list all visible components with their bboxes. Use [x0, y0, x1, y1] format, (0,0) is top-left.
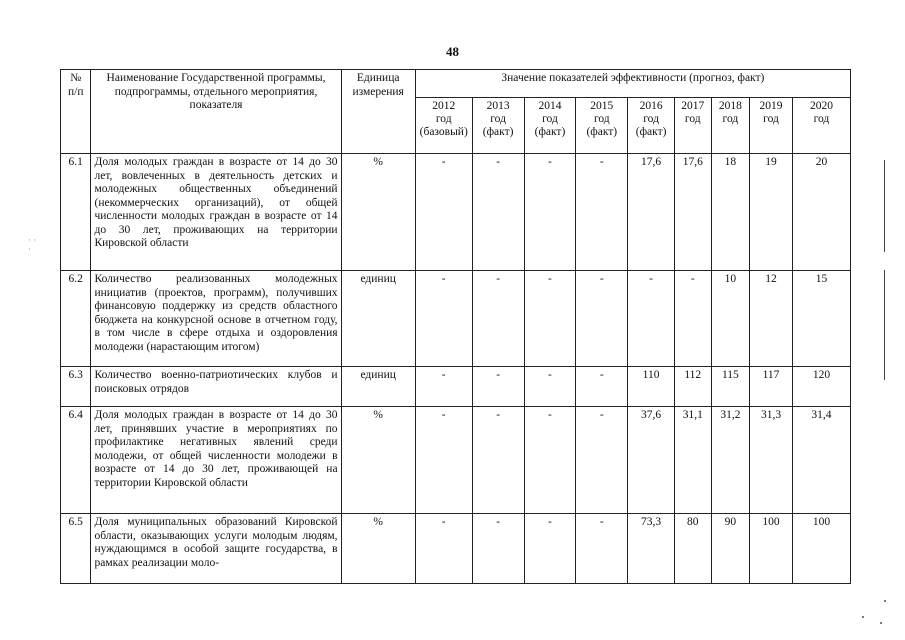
- unit-cell: %: [341, 154, 415, 271]
- value-cell: 20: [792, 154, 850, 271]
- table-body: [61, 154, 851, 584]
- value-cell: 31,2: [711, 407, 750, 514]
- indicator-name: Количество военно-патриотических клубов и поисковых отрядов: [91, 367, 341, 407]
- indicators-table: [60, 69, 851, 584]
- value-cell: 112: [674, 367, 711, 407]
- scan-dot: [884, 600, 886, 602]
- unit-cell: единиц: [341, 271, 415, 367]
- value-cell: 100: [792, 514, 850, 584]
- header-year-note: (факт): [482, 126, 514, 138]
- value-cell: 100: [750, 514, 793, 584]
- header-year-note: (базовый): [419, 126, 468, 138]
- header-year-note: (факт): [586, 126, 618, 138]
- header-num: № п/п: [61, 70, 91, 154]
- row-number: 6.3: [61, 367, 91, 407]
- header-year-year: 2019: [759, 100, 783, 112]
- table-row: [61, 367, 851, 407]
- header-year-year: 2016: [639, 100, 663, 112]
- value-cell: -: [472, 407, 524, 514]
- value-cell: 31,1: [674, 407, 711, 514]
- header-year-year: 2020: [809, 100, 833, 112]
- header-year-year: 2015: [590, 100, 614, 112]
- indicator-name: Доля молодых граждан в возрасте от 14 до 30 лет, принявших участие в мероприятиях по профилактике негативных явлений среди молодежи, от общей численности молодежи в возрасте от 14 до 30 лет, проживающей на территории Кировской области: [91, 407, 341, 514]
- value-cell: 37,6: [628, 407, 675, 514]
- table-row: [61, 271, 851, 367]
- value-cell: -: [576, 514, 628, 584]
- unit-cell: единиц: [341, 367, 415, 407]
- value-cell: -: [524, 271, 576, 367]
- header-year: [472, 98, 524, 154]
- value-cell: -: [472, 367, 524, 407]
- value-cell: -: [674, 271, 711, 367]
- value-cell: -: [415, 514, 472, 584]
- value-cell: 12: [750, 271, 793, 367]
- header-year: [750, 98, 793, 154]
- scan-dot: [880, 622, 882, 624]
- indicator-name: Доля молодых граждан в возрасте от 14 до 30 лет, вовлеченных в деятельность детских и молодежных общественных объединений (некоммерческих организаций), от общей численности молодых граждан в возрасте от 14 до 30 лет, проживающих на территории Кировской области: [91, 154, 341, 271]
- value-cell: -: [415, 367, 472, 407]
- value-cell: 18: [711, 154, 750, 271]
- header-year-year: 2017: [681, 100, 705, 112]
- table-row: [61, 514, 851, 584]
- right-edge-line: [884, 160, 885, 252]
- value-cell: -: [472, 514, 524, 584]
- header-year: [792, 98, 850, 154]
- value-cell: -: [576, 271, 628, 367]
- value-cell: 115: [711, 367, 750, 407]
- value-cell: 19: [750, 154, 793, 271]
- value-cell: 110: [628, 367, 675, 407]
- header-year-word: год: [593, 113, 610, 125]
- indicator-name: Доля муниципальных образований Кировской области, оказывающих услуги молодым людям, нуждающимся в особой защите государства, в рамках реализации моло-: [91, 514, 341, 584]
- header-year-word: год: [763, 113, 779, 125]
- value-cell: -: [472, 154, 524, 271]
- value-cell: -: [524, 514, 576, 584]
- header-year: [711, 98, 750, 154]
- value-cell: 17,6: [674, 154, 711, 271]
- value-cell: 10: [711, 271, 750, 367]
- row-number: 6.2: [61, 271, 91, 367]
- header-year: [628, 98, 675, 154]
- value-cell: -: [576, 154, 628, 271]
- header-year-word: год: [722, 113, 739, 125]
- header-year-word: год: [813, 113, 830, 125]
- value-cell: 117: [750, 367, 793, 407]
- value-cell: 31,4: [792, 407, 850, 514]
- header-year: [415, 98, 472, 154]
- value-cell: -: [524, 154, 576, 271]
- header-year-word: год: [684, 113, 701, 125]
- value-cell: -: [524, 367, 576, 407]
- header-year-word: год: [542, 113, 558, 125]
- header-year-word: год: [490, 113, 506, 125]
- indicator-name: Количество реализованных молодежных инициатив (проектов, программ), получивших финансовую поддержку из средств областного бюджета на конкурсной основе в отчетном году, в том числе в сфере отдыха и оздоровления молодежи (нарастающим итогом): [91, 271, 341, 367]
- header-unit: Единица измерения: [341, 70, 415, 154]
- header-year-year: 2014: [538, 100, 562, 112]
- header-name: Наименование Государственной программы, подпрограммы, отдельного мероприятия, показателя: [91, 70, 341, 154]
- header-year-note: (факт): [534, 126, 566, 138]
- value-cell: 80: [674, 514, 711, 584]
- row-number: 6.5: [61, 514, 91, 584]
- page-number: 48: [446, 44, 459, 59]
- value-cell: -: [472, 271, 524, 367]
- header-year-word: год: [643, 113, 659, 125]
- header-values-group: Значение показателей эффективности (прогноз, факт): [415, 70, 850, 98]
- value-cell: 31,3: [750, 407, 793, 514]
- header-year: [576, 98, 628, 154]
- value-cell: 120: [792, 367, 850, 407]
- row-number: 6.1: [61, 154, 91, 271]
- value-cell: -: [415, 407, 472, 514]
- header-year-year: 2018: [718, 100, 742, 112]
- table-row: [61, 407, 851, 514]
- value-cell: -: [576, 367, 628, 407]
- header-year-word: год: [435, 113, 452, 125]
- scan-dot: [862, 616, 864, 618]
- header-year: [674, 98, 711, 154]
- value-cell: 17,6: [628, 154, 675, 271]
- table-row: [61, 154, 851, 271]
- header-year: [524, 98, 576, 154]
- value-cell: 73,3: [628, 514, 675, 584]
- value-cell: -: [524, 407, 576, 514]
- value-cell: 15: [792, 271, 850, 367]
- unit-cell: %: [341, 514, 415, 584]
- header-year-note: (факт): [635, 126, 667, 138]
- value-cell: -: [415, 271, 472, 367]
- header-year-year: 2013: [486, 100, 510, 112]
- value-cell: 90: [711, 514, 750, 584]
- margin-mark: · · ·: [28, 235, 37, 254]
- row-number: 6.4: [61, 407, 91, 514]
- header-year-year: 2012: [432, 100, 456, 112]
- unit-cell: %: [341, 407, 415, 514]
- right-edge-line: [884, 270, 885, 380]
- value-cell: -: [628, 271, 675, 367]
- value-cell: -: [415, 154, 472, 271]
- value-cell: -: [576, 407, 628, 514]
